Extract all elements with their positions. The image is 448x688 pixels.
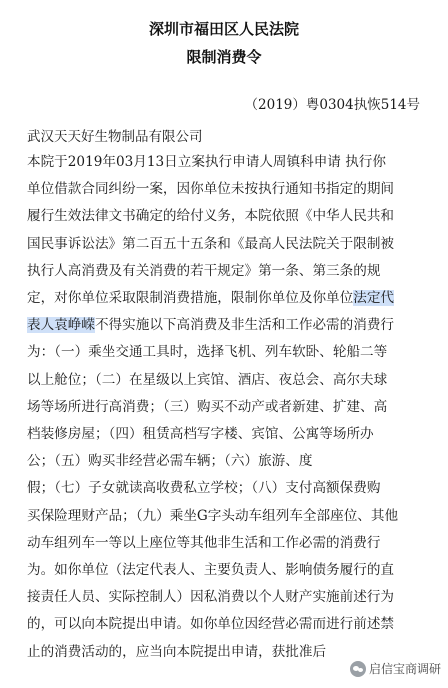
body-text: 动车组列车一等以上座位等其他非生活和工作必需的消费行: [27, 534, 381, 551]
body-text: 的，可以向本院提出申请。如你单位因经营必需而进行前述禁: [27, 616, 395, 633]
body-text: 定，对你单位采取限制消费措施，限制你单位及你单位: [27, 290, 354, 306]
watermark-text: 启信宝商调研: [368, 662, 441, 676]
body-line: [27, 560, 423, 580]
body-text: 止的消费活动的，应当向本院提出申请，获批准后: [27, 643, 327, 660]
body-text: 履行生效法律文书确定的给付义务，本院依照《中华人民共和: [27, 208, 395, 225]
body-text: 档装修房屋；（四）租赁高档写字楼、宾馆、公寓等场所办: [27, 426, 374, 442]
body-line: [27, 234, 423, 254]
body-line: [27, 506, 423, 526]
body-text: 买保险理财产品；（九）乘坐G字头动车组列车全部座位、其他: [27, 507, 399, 524]
wechat-icon: [350, 661, 366, 677]
order-title: 限制消费令: [186, 48, 262, 66]
body-line: [27, 370, 423, 390]
body-text: 场等场所进行高消费；（三）购买不动产或者新建、扩建、高: [27, 398, 388, 415]
body-text: 本院于2019年03月13日立案执行申请人周镇科申请 执行你: [27, 154, 386, 170]
body-text: 以上舱位；（二）在星级以上宾馆、酒店、夜总会、高尔夫球: [27, 371, 388, 388]
addressee: 武汉天天好生物制品有限公司: [27, 129, 203, 145]
body-text: 执行人高消费及有关消费的若干规定》第一条、第三条的规: [27, 262, 381, 279]
body-line: [27, 397, 423, 417]
highlighted-text: 法定代: [353, 290, 395, 306]
body-line: [27, 451, 423, 471]
body-text: 假；（七）子女就读高收费私立学校；（八）支付高额保费购: [27, 480, 381, 497]
body-line: [27, 152, 423, 172]
body-text: 为：（一）乘坐交通工具时，选择飞机、列车软卧、轮船二等: [27, 344, 388, 361]
body-text: 不得实施以下高消费及非生活和工作必需的消费行: [94, 317, 395, 334]
case-number: （2019）粤0304执恢514号: [244, 97, 420, 113]
body-line: [27, 478, 423, 498]
body-text: 公；（五）购买非经营必需车辆；（六）旅游、度: [27, 453, 313, 470]
body-line: [27, 206, 423, 226]
body-line: [27, 261, 423, 281]
court-name: 深圳市福田区人民法院: [148, 20, 299, 38]
body-text: 接责任人员、实际控制人）因私消费以个人财产实施前述行为: [27, 589, 395, 606]
body-line: [27, 315, 423, 335]
body-line: [27, 614, 423, 634]
body-line: [27, 587, 423, 607]
body-text: 为。如你单位（法定代表人、主要负责人、影响债务履行的直: [27, 562, 395, 578]
body-line: [27, 342, 423, 362]
body-text: 国民事诉讼法》第二百五十五条和《最高人民法院关于限制被: [27, 235, 395, 252]
watermark: [347, 659, 444, 678]
body-line: [27, 533, 423, 553]
highlighted-text: 表人袁峥嵘: [27, 317, 95, 334]
body-line: [27, 179, 423, 199]
body-text: 单位借款合同纠纷一案，因你单位未按执行通知书指定的期间: [27, 181, 395, 198]
body-line: [27, 424, 423, 444]
body-line: [27, 288, 423, 308]
